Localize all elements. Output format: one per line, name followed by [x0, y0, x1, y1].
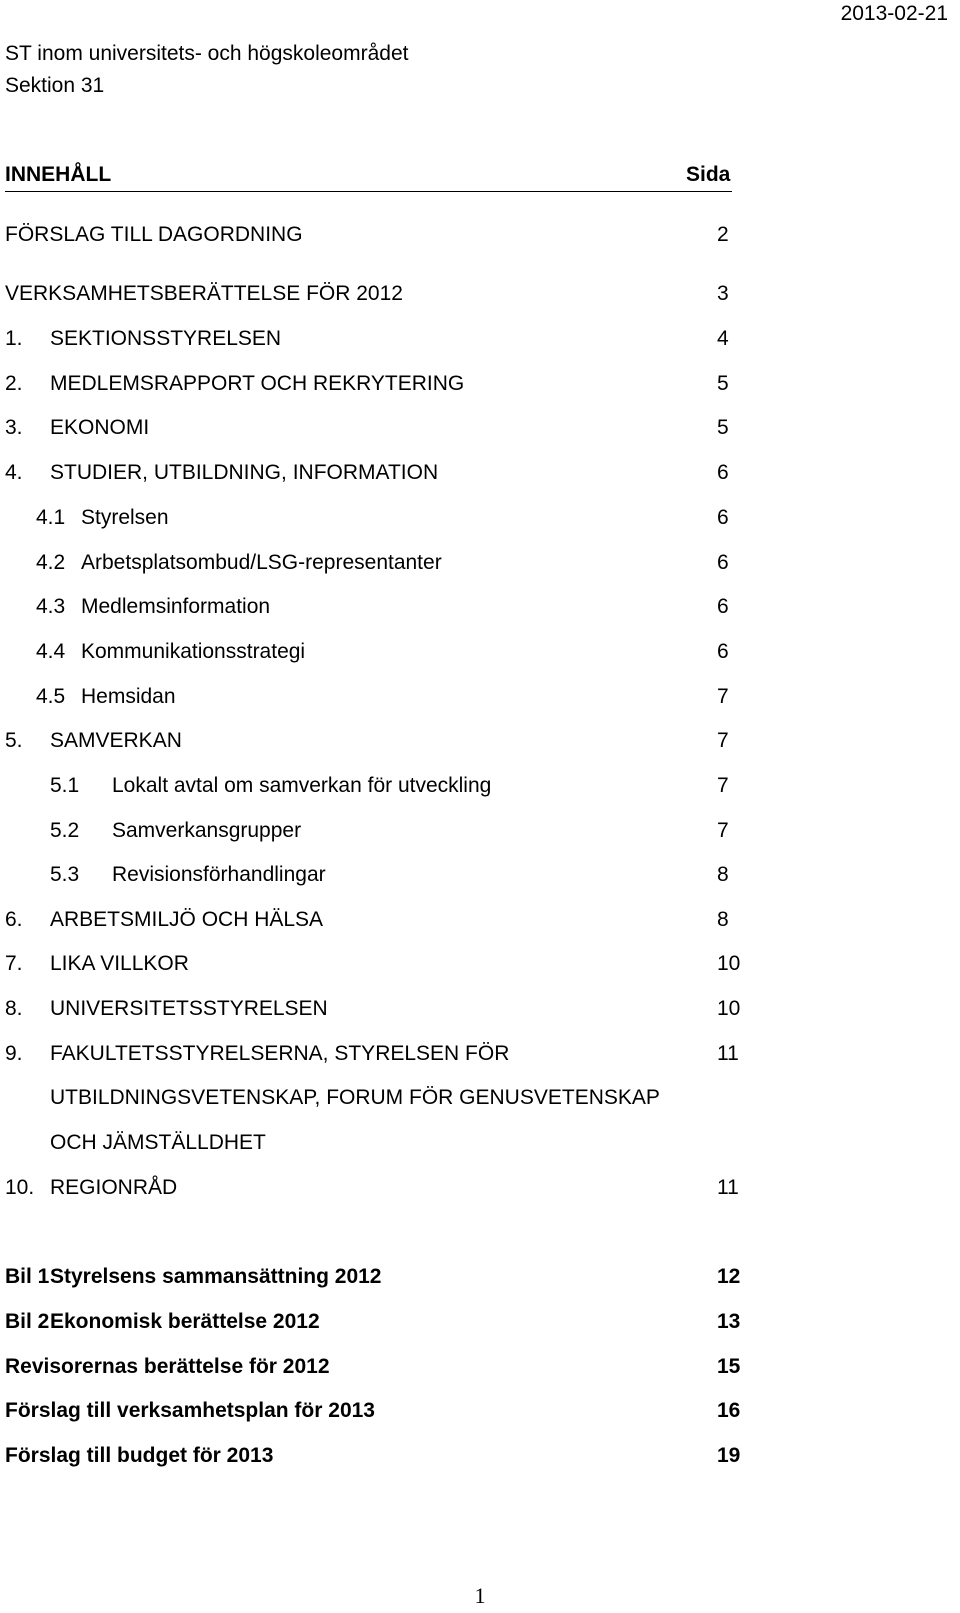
toc-entry-number: 5.2	[50, 819, 80, 842]
toc-entry[interactable]	[0, 327, 960, 357]
appendix-number: Bil 1	[5, 1265, 50, 1288]
toc-entry-number: 5.	[5, 729, 23, 752]
toc-entry-number: 5.3	[50, 863, 80, 886]
toc-entry[interactable]	[0, 223, 960, 253]
appendix-page: 19	[717, 1444, 741, 1467]
toc-entry-continuation	[0, 1086, 960, 1116]
toc-entry-text: Styrelsen	[81, 506, 169, 529]
toc-entry-page: 6	[717, 551, 729, 574]
toc-entry[interactable]	[0, 551, 960, 581]
toc-entry-number: 10.	[5, 1176, 35, 1199]
toc-entry[interactable]	[0, 863, 960, 893]
toc-entry-continuation	[0, 1131, 960, 1161]
toc-entry-number: 7.	[5, 952, 23, 975]
toc-entry-number: 4.3	[36, 595, 66, 618]
toc-entry[interactable]	[0, 506, 960, 536]
toc-entry-text: Arbetsplatsombud/LSG-representanter	[81, 551, 442, 574]
toc-entry-text: VERKSAMHETSBERÄTTELSE FÖR 2012	[5, 282, 403, 305]
toc-entry-page: 6	[717, 640, 729, 663]
toc-entry-number: 6.	[5, 908, 23, 931]
toc-entry-text: ARBETSMILJÖ OCH HÄLSA	[50, 908, 324, 931]
toc-entry[interactable]	[0, 595, 960, 625]
appendix-page: 13	[717, 1310, 741, 1333]
toc-entry-number: 2.	[5, 372, 23, 395]
toc-entry-text: OCH JÄMSTÄLLDHET	[50, 1131, 266, 1154]
toc-entry-number: 4.5	[36, 685, 66, 708]
appendix-text: Revisorernas berättelse för 2012	[5, 1355, 330, 1378]
toc-entry-page: 6	[717, 461, 729, 484]
toc-entry-page: 10	[717, 952, 741, 975]
appendix-entry[interactable]	[0, 1310, 960, 1340]
toc-entry-text: UTBILDNINGSVETENSKAP, FORUM FÖR GENUSVETENSKAP	[50, 1086, 660, 1109]
toc-entry-text: FAKULTETSSTYRELSERNA, STYRELSEN FÖR	[50, 1042, 510, 1065]
appendix-entry[interactable]	[0, 1265, 960, 1295]
toc-entry-page: 7	[717, 819, 729, 842]
appendix-text: Ekonomisk berättelse 2012	[50, 1310, 320, 1333]
toc-entry-text: MEDLEMSRAPPORT OCH REKRYTERING	[50, 372, 465, 395]
toc-entry-text: Revisionsförhandlingar	[112, 863, 326, 886]
toc-header-underline	[5, 191, 732, 192]
toc-page-column-header: Sida	[686, 163, 731, 186]
toc-entry-number: 9.	[5, 1042, 23, 1065]
toc-entry[interactable]	[0, 952, 960, 982]
toc-entry-number: 5.1	[50, 774, 80, 797]
toc-entry-page: 6	[717, 595, 729, 618]
appendix-entry[interactable]	[0, 1444, 960, 1474]
appendix-page: 15	[717, 1355, 741, 1378]
toc-entry-page: 8	[717, 863, 729, 886]
toc-entry-page: 4	[717, 327, 729, 350]
toc-entry-text: REGIONRÅD	[50, 1176, 178, 1199]
toc-entry[interactable]	[0, 416, 960, 446]
toc-entry-page: 10	[717, 997, 741, 1020]
section-name: Sektion 31	[5, 74, 105, 97]
toc-entry[interactable]	[0, 685, 960, 715]
toc-title: INNEHÅLL	[5, 163, 112, 186]
appendix-entry[interactable]	[0, 1355, 960, 1385]
toc-entry-text: UNIVERSITETSSTYRELSEN	[50, 997, 328, 1020]
toc-entry-page: 7	[717, 729, 729, 752]
toc-entry-page: 6	[717, 506, 729, 529]
toc-entry[interactable]	[0, 461, 960, 491]
toc-entry-page: 5	[717, 372, 729, 395]
toc-entry-page: 7	[717, 685, 729, 708]
appendix-text: Styrelsens sammansättning 2012	[50, 1265, 382, 1288]
toc-entry[interactable]	[0, 372, 960, 402]
toc-entry-page: 11	[717, 1176, 739, 1199]
toc-entry-number: 8.	[5, 997, 23, 1020]
toc-entry-number: 4.2	[36, 551, 66, 574]
toc-entry-page: 3	[717, 282, 729, 305]
toc-entry[interactable]	[0, 729, 960, 759]
toc-entry-text: Hemsidan	[81, 685, 176, 708]
toc-entry[interactable]	[0, 1176, 960, 1206]
appendix-page: 12	[717, 1265, 741, 1288]
toc-entry[interactable]	[0, 282, 960, 312]
toc-entry-page: 7	[717, 774, 729, 797]
organization-name: ST inom universitets- och högskoleområdet	[5, 42, 409, 65]
toc-entry-number: 4.1	[36, 506, 66, 529]
toc-entry[interactable]	[0, 640, 960, 670]
toc-entry-text: STUDIER, UTBILDNING, INFORMATION	[50, 461, 439, 484]
toc-entry-text: SAMVERKAN	[50, 729, 182, 752]
toc-entry-text: Kommunikationsstrategi	[81, 640, 306, 663]
toc-entry-number: 1.	[5, 327, 23, 350]
appendix-entry[interactable]	[0, 1399, 960, 1429]
toc-entry[interactable]	[0, 774, 960, 804]
appendix-text: Förslag till verksamhetsplan för 2013	[5, 1399, 375, 1422]
toc-entry-text: Lokalt avtal om samverkan för utveckling	[112, 774, 492, 797]
toc-entry-number: 4.4	[36, 640, 66, 663]
toc-entry[interactable]	[0, 908, 960, 938]
toc-entry-page: 8	[717, 908, 729, 931]
toc-entry-page: 11	[717, 1042, 739, 1065]
toc-entry-text: Medlemsinformation	[81, 595, 271, 618]
toc-entry-number: 3.	[5, 416, 23, 439]
page-number: 1	[474, 1583, 486, 1608]
appendix-page: 16	[717, 1399, 741, 1422]
toc-entry-text: FÖRSLAG TILL DAGORDNING	[5, 223, 303, 246]
appendix-text: Förslag till budget för 2013	[5, 1444, 274, 1467]
toc-entry-text: Samverkansgrupper	[112, 819, 302, 842]
toc-entry-text: LIKA VILLKOR	[50, 952, 189, 975]
appendix-number: Bil 2	[5, 1310, 50, 1333]
toc-entry[interactable]	[0, 1042, 960, 1072]
toc-entry-text: SEKTIONSSTYRELSEN	[50, 327, 282, 350]
toc-entry-number: 4.	[5, 461, 23, 484]
toc-entry[interactable]	[0, 819, 960, 849]
toc-entry-page: 5	[717, 416, 729, 439]
document-date: 2013-02-21	[840, 2, 948, 25]
toc-entry-text: EKONOMI	[50, 416, 150, 439]
toc-entry[interactable]	[0, 997, 960, 1027]
toc-entry-page: 2	[717, 223, 729, 246]
